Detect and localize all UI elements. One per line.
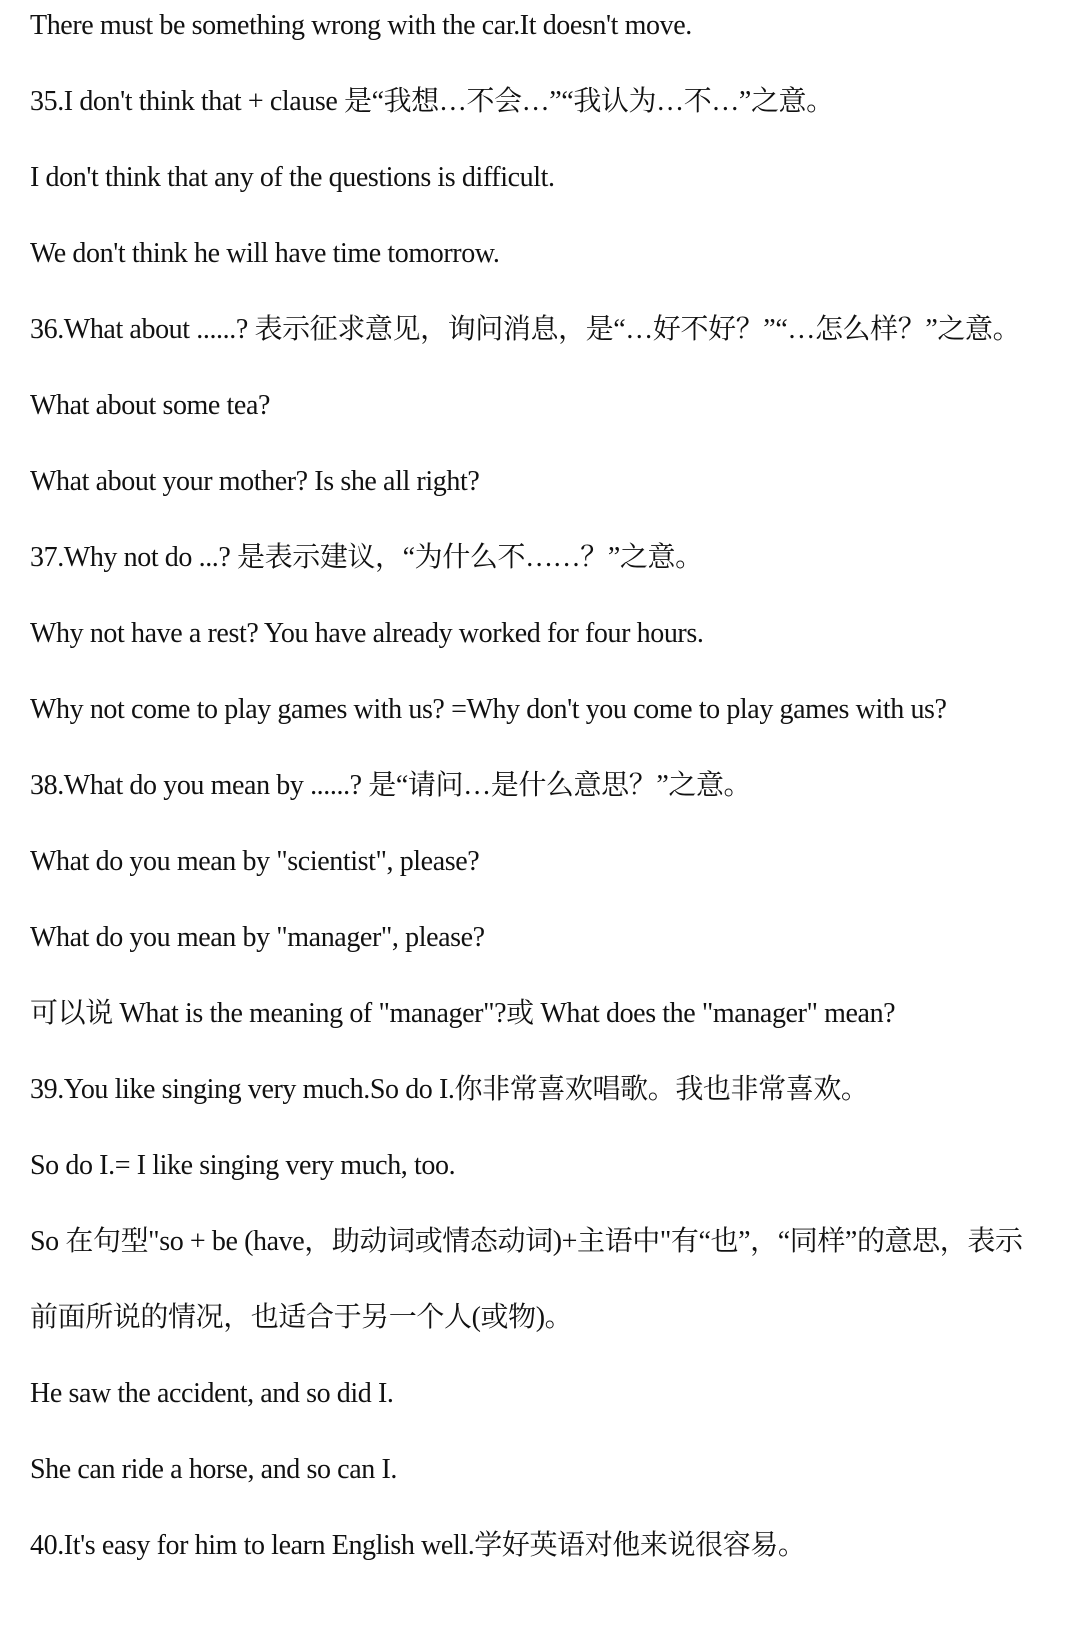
text-line: There must be something wrong with the car.It doesn't move. bbox=[30, 10, 692, 41]
text-line: He saw the accident, and so did I. bbox=[30, 1378, 394, 1409]
text-line: What about your mother? Is she all right? bbox=[30, 466, 480, 497]
text-line: 37.Why not do ...? 是表示建议，“为什么不……？”之意。 bbox=[30, 542, 703, 573]
text-line: 前面所说的情况，也适合于另一个人(或物)。 bbox=[30, 1302, 573, 1333]
text-line: She can ride a horse, and so can I. bbox=[30, 1454, 397, 1485]
text-line: I don't think that any of the questions is difficult. bbox=[30, 162, 555, 193]
text-line: What about some tea? bbox=[30, 390, 271, 421]
text-line: So do I.= I like singing very much, too. bbox=[30, 1150, 456, 1181]
text-line: 39.You like singing very much.So do I.你非常喜欢唱歌。我也非常喜欢。 bbox=[30, 1074, 869, 1105]
text-line: Why not have a rest? You have already worked for four hours. bbox=[30, 618, 704, 649]
text-line: So 在句型"so + be (have，助动词或情态动词)+主语中"有“也”，“同样”的意思，表示 bbox=[30, 1226, 1023, 1257]
text-line: 36.What about ......? 表示征求意见，询问消息，是“…好不好？”“…怎么样？”之意。 bbox=[30, 314, 1021, 345]
text-line: What do you mean by "manager", please? bbox=[30, 922, 485, 953]
text-line: 38.What do you mean by ......? 是“请问…是什么意思？”之意。 bbox=[30, 770, 752, 801]
text-line: 可以说 What is the meaning of "manager"?或 What does the "manager" mean? bbox=[30, 998, 896, 1029]
text-line: 40.It's easy for him to learn English well.学好英语对他来说很容易。 bbox=[30, 1530, 806, 1561]
text-line: What do you mean by "scientist", please? bbox=[30, 846, 480, 877]
text-line: We don't think he will have time tomorrow. bbox=[30, 238, 500, 269]
text-line: Why not come to play games with us? =Why don't you come to play games with us? bbox=[30, 694, 947, 725]
text-line: 35.I don't think that + clause 是“我想…不会…”“我认为…不…”之意。 bbox=[30, 86, 834, 117]
